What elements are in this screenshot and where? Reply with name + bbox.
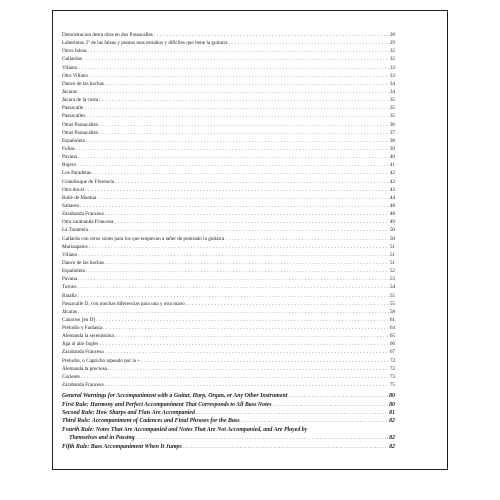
- dot-leader: [78, 251, 389, 259]
- toc-entry-page: 35: [389, 105, 395, 112]
- toc-entry-page: 32: [389, 48, 395, 55]
- toc-entry: [62, 202, 395, 210]
- dot-leader: [78, 283, 389, 291]
- toc-entry-page: 75: [389, 382, 395, 389]
- dot-leader: [141, 357, 389, 365]
- dot-leader: [99, 129, 389, 137]
- toc-entry: [62, 31, 395, 39]
- toc-entry-page: 66: [389, 341, 395, 348]
- toc-entry-title: Otras Passacalles: [62, 129, 98, 136]
- toc-entry-page: 43: [389, 186, 395, 193]
- toc-rule-entry: [62, 401, 395, 409]
- document-page: [52, 10, 448, 470]
- toc-entry: [62, 194, 395, 202]
- toc-entry-page: 51: [389, 243, 395, 250]
- toc-rule-title: Third Rule: Accompaniment of Cadences and Final Phrases for the Bass: [62, 418, 240, 425]
- dot-leader: [229, 39, 389, 47]
- toc-entry-title: Gallarda con otros sones para los que empiecan a tañer de puntrado la guitarra: [62, 235, 225, 242]
- toc-entry-title: Españoleta: [62, 137, 85, 144]
- toc-rules-section: [62, 392, 395, 451]
- toc-entry: [62, 316, 395, 324]
- toc-entry-page: 72: [389, 365, 395, 372]
- toc-rule-title: General Warnings for Accompaniment with a Guitar, Harp, Organ, or Any Other Instrument: [62, 393, 288, 400]
- toc-entry: [62, 251, 395, 259]
- toc-entry-page: 73: [389, 373, 395, 380]
- toc-entries: [62, 31, 395, 389]
- toc-entry: [62, 381, 395, 389]
- toc-entry-title: Canarios [en D]: [62, 316, 96, 323]
- toc-entry-title: Alemanda la preciosa: [62, 365, 107, 372]
- toc-entry: [62, 226, 395, 234]
- dot-leader: [154, 31, 389, 39]
- toc-entry-title: Españoleta: [62, 268, 85, 275]
- toc-entry: [62, 104, 395, 112]
- toc-entry: [62, 80, 395, 88]
- toc-entry: [62, 39, 395, 47]
- toc-entry-page: 28: [389, 32, 395, 38]
- toc-entry-page: 34: [389, 80, 395, 87]
- toc-entry-page: 29: [389, 40, 395, 47]
- toc-entry-page: 33: [389, 64, 395, 71]
- toc-entry-title: Passacalles: [62, 113, 86, 120]
- dot-leader: [97, 194, 389, 202]
- toc-entry-page: 52: [389, 268, 395, 275]
- toc-entry-title: Demostracion desta obra en dos Passacalles: [62, 32, 153, 38]
- toc-rule-page: 80: [389, 401, 395, 408]
- toc-rule-entry: [62, 417, 395, 425]
- dot-leader: [89, 226, 389, 234]
- toc-rule-page: 82: [389, 418, 395, 425]
- toc-entry-title: La Tarantela: [62, 227, 88, 234]
- toc-entry-page: 48: [389, 202, 395, 209]
- dot-leader: [99, 96, 389, 104]
- dot-leader: [88, 47, 389, 55]
- toc-entry-title: Pavana: [62, 154, 77, 161]
- toc-entry-title: Laberintos 2º de las falsas y puntos mas estraños y dificiles que tiene la guitarra: [62, 40, 228, 47]
- toc-entry: [62, 275, 395, 283]
- toc-entry-title: Pavana: [62, 276, 77, 283]
- toc-entry: [62, 308, 395, 316]
- dot-leader: [288, 392, 388, 400]
- toc-entry: [62, 161, 395, 169]
- dot-leader: [85, 186, 389, 194]
- toc-entry-title: Baile de Mantua: [62, 194, 97, 201]
- toc-entry-title: Jácaras: [62, 88, 77, 95]
- toc-entry: [62, 243, 395, 251]
- dot-leader: [196, 409, 388, 417]
- toc-entry: [62, 324, 395, 332]
- toc-entry-page: 58: [389, 308, 395, 315]
- toc-entry-page: 51: [389, 251, 395, 258]
- toc-rule-title: Fifth Rule: Bass Accompaniment When It Jumps: [62, 443, 182, 450]
- toc-rule-page: 81: [389, 410, 395, 416]
- toc-entry-title: Passacalle: [62, 105, 84, 112]
- toc-entry: [62, 72, 395, 80]
- toc-entry-title: Jácara de la costa: [62, 97, 99, 104]
- toc-rule-page: 82: [389, 443, 395, 450]
- toc-rule-entry: [62, 443, 395, 451]
- dot-leader: [136, 434, 388, 442]
- toc-entry-title: Saltaren: [62, 202, 79, 209]
- toc-entry-title: Preludio, o Capricho arpeado por la +: [62, 357, 141, 364]
- toc-entry: [62, 218, 395, 226]
- dot-leader: [84, 104, 388, 112]
- toc-entry: [62, 365, 395, 373]
- toc-entry-title: Otro Villano: [62, 72, 88, 79]
- dot-leader: [273, 401, 389, 409]
- toc-rule-entry: [62, 409, 395, 417]
- dot-leader: [114, 218, 389, 226]
- toc-rule-entry: [62, 392, 395, 400]
- toc-entry-page: 67: [389, 349, 395, 356]
- toc-entry-page: 54: [389, 284, 395, 291]
- toc-entry-title: Zarabanda Francesa: [62, 382, 104, 389]
- toc-entry-page: 55: [389, 300, 395, 307]
- toc-entry: [62, 88, 395, 96]
- dot-leader: [78, 308, 389, 316]
- toc-entry-page: 42: [389, 170, 395, 177]
- toc-entry: [62, 121, 395, 129]
- toc-entry: [62, 112, 395, 120]
- toc-entry: [62, 145, 395, 153]
- toc-entry-title: Jiga al aire Ingles: [62, 341, 99, 348]
- toc-entry-page: 33: [389, 72, 395, 79]
- toc-entry: [62, 178, 395, 186]
- dot-leader: [105, 80, 389, 88]
- toc-entry-title: Marizapalos: [62, 243, 88, 250]
- dot-leader: [78, 292, 389, 300]
- toc-entry-page: 49: [389, 219, 395, 226]
- toc-entry: [62, 292, 395, 300]
- toc-entry: [62, 129, 395, 137]
- dot-leader: [78, 153, 389, 161]
- dot-leader: [99, 121, 389, 129]
- toc-entry: [62, 267, 395, 275]
- dot-leader: [92, 169, 389, 177]
- dot-leader: [108, 365, 389, 373]
- dot-leader: [78, 88, 389, 96]
- table-of-contents: [62, 31, 395, 451]
- toc-entry: [62, 300, 395, 308]
- toc-rule-title-line2: Themselves and in Passing: [69, 435, 135, 442]
- dot-leader: [78, 275, 389, 283]
- toc-entry-page: 32: [389, 56, 395, 63]
- toc-entry: [62, 210, 395, 218]
- toc-entry-page: 64: [389, 325, 395, 332]
- dot-leader: [89, 72, 389, 80]
- dot-leader: [76, 145, 389, 153]
- toc-entry-title: Otros falsas: [62, 48, 87, 55]
- toc-rule-page: 80: [389, 393, 395, 400]
- toc-entry: [62, 153, 395, 161]
- toc-entry-page: 65: [389, 333, 395, 340]
- toc-entry: [62, 186, 395, 194]
- dot-leader: [105, 381, 389, 389]
- toc-entry-title: Zarabanda Francesa: [62, 211, 104, 218]
- toc-entry-page: 61: [389, 316, 395, 323]
- dot-leader: [96, 316, 389, 324]
- toc-entry-page: 53: [389, 276, 395, 283]
- toc-entry-title: Grandusque de Florencia: [62, 178, 115, 185]
- toc-entry-page: 50: [389, 235, 395, 242]
- toc-entry-page: 42: [389, 178, 395, 185]
- toc-entry: [62, 283, 395, 291]
- dot-leader: [77, 161, 389, 169]
- dot-leader: [89, 243, 389, 251]
- dot-leader: [186, 300, 389, 308]
- toc-rule-page: 82: [389, 435, 395, 442]
- dot-leader: [115, 178, 389, 186]
- toc-entry-page: 55: [389, 292, 395, 299]
- toc-entry: [62, 235, 395, 243]
- dot-leader: [115, 332, 389, 340]
- dot-leader: [241, 417, 389, 425]
- toc-entry: [62, 55, 395, 63]
- toc-entry-title: Passacalle D, con muchas diferencias para una y otra mano: [62, 300, 185, 307]
- toc-entry: [62, 357, 395, 365]
- toc-entry: [62, 96, 395, 104]
- toc-entry-title: Los Paradetas: [62, 170, 91, 177]
- toc-rule-title-line1: Fourth Rule: Notes That Are Accompanied and Notes That Are Not Accompanied, and Are Played by: [62, 426, 308, 433]
- toc-entry-title: Dance de las hachas: [62, 259, 104, 266]
- toc-entry-page: 39: [389, 145, 395, 152]
- toc-entry-title: Preludio y Fantasía: [62, 325, 103, 332]
- toc-rule-entry: [62, 426, 395, 443]
- toc-entry: [62, 340, 395, 348]
- dot-leader: [99, 340, 388, 348]
- dot-leader: [86, 267, 389, 275]
- toc-entry: [62, 47, 395, 55]
- toc-entry-title: Jácaras: [62, 308, 77, 315]
- toc-entry-page: 35: [389, 113, 395, 120]
- toc-entry-title: Villano: [62, 64, 78, 71]
- dot-leader: [103, 324, 389, 332]
- dot-leader: [83, 55, 389, 63]
- toc-entry-title: Zarabanda Francesa: [62, 349, 104, 356]
- toc-entry-title: Otra zarabanda Francesa: [62, 219, 114, 226]
- toc-entry-page: 44: [389, 194, 395, 201]
- toc-entry-page: 72: [389, 357, 395, 364]
- toc-entry-page: 51: [389, 259, 395, 266]
- toc-entry: [62, 64, 395, 72]
- toc-entry-title: Batalla: [62, 292, 77, 299]
- toc-entry-page: 48: [389, 211, 395, 218]
- toc-entry-title: Torneo: [62, 284, 77, 291]
- toc-entry: [62, 137, 395, 145]
- toc-entry: [62, 259, 395, 267]
- toc-rule-title: First Rule: Harmony and Perfect Accompaniment That Corresponds to All Bass Notes: [62, 401, 272, 408]
- dot-leader: [105, 259, 389, 267]
- toc-entry-page: 41: [389, 162, 395, 169]
- dot-leader: [86, 137, 389, 145]
- toc-entry-page: 40: [389, 154, 395, 161]
- toc-entry: [62, 348, 395, 356]
- toc-entry: [62, 373, 395, 381]
- toc-entry-title: Folías: [62, 145, 75, 152]
- toc-entry-title: Otras Passacalles: [62, 121, 98, 128]
- toc-entry-title: Alemanda la serenissima: [62, 333, 114, 340]
- toc-entry-page: 37: [389, 129, 395, 136]
- dot-leader: [81, 373, 389, 381]
- toc-entry-page: 35: [389, 97, 395, 104]
- toc-entry-page: 34: [389, 88, 395, 95]
- dot-leader: [105, 210, 389, 218]
- toc-entry-title: Villano: [62, 251, 78, 258]
- dot-leader: [80, 202, 389, 210]
- dot-leader: [225, 235, 388, 243]
- toc-entry-title: Otro ducal: [62, 186, 85, 193]
- toc-entry-page: 38: [389, 137, 395, 144]
- dot-leader: [78, 64, 389, 72]
- dot-leader: [183, 443, 388, 451]
- toc-entry: [62, 332, 395, 340]
- toc-rule-title: Second Rule: How Sharps and Flats Are Accompanied: [62, 410, 195, 416]
- dot-leader: [86, 112, 388, 120]
- dot-leader: [105, 348, 389, 356]
- toc-entry-title: Coriente: [62, 373, 80, 380]
- toc-entry-page: 36: [389, 121, 395, 128]
- toc-entry: [62, 169, 395, 177]
- toc-entry-title: Rujero: [62, 162, 77, 169]
- toc-entry-title: Dance de las hachas: [62, 80, 104, 87]
- toc-entry-page: 50: [389, 227, 395, 234]
- toc-entry-title: Gallardas: [62, 56, 82, 63]
